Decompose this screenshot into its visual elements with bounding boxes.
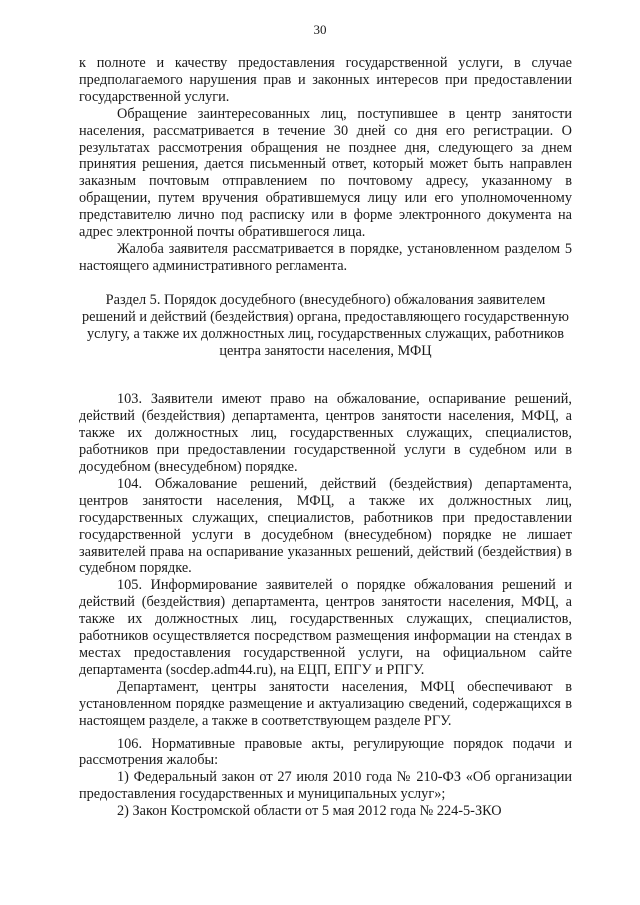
page-number: 30 <box>313 22 327 37</box>
paragraph-complaint-review: Жалоба заявителя рассматривается в порядке, установленном разделом 5 настоящего административного регламента. <box>79 240 572 274</box>
paragraph-104: 104. Обжалование решений, действий (бездействия) департамента, центров занятости населения, МФЦ, а также их должностных лиц, государственных служащих, специалистов, работников при предоставлении государственной услуги в досудебном (внесудебном) порядке не лишает заявителей права на оспаривание указанных решений, действий (бездействия) в судебном порядке. <box>79 475 572 577</box>
paragraph-105: 105. Информирование заявителей о порядке обжалования решений и действий (бездействия) департамента, центров занятости населения, МФЦ, а также их должностных лиц, государственных служащих, специалистов, работников осуществляется посредством размещения информации на стендах в местах предоставления государственной услуги, на официальном сайте департамента (socdep.adm44.ru), на ЕЦП, ЕПГУ и РПГУ. <box>79 577 572 678</box>
paragraph-appeal-review: Обращение заинтересованных лиц, поступившее в центр занятости населения, рассматривается в течение 30 дней со дня его регистрации. О результатах рассмотрения обращения не позднее дня, следующего за днем принятия решения, дается письменный ответ, который может быть направлен заказным почтовым отправлением по почтовому адресу, указанному в обращении, путем вручения обратившемуся лицу или его уполномоченному представителю лично под расписку или в форме электронного документа на адрес электронной почты обратившегося лица. <box>79 105 572 241</box>
paragraph-106: 106. Нормативные правовые акты, регулирующие порядок подачи и рассмотрения жалобы: <box>79 735 572 769</box>
paragraph-106-item-2: 2) Закон Костромской области от 5 мая 2012 года № 224-5-ЗКО <box>117 803 502 820</box>
paragraph-105-continued: Департамент, центры занятости населения, МФЦ обеспечивают в установленном порядке размещение и актуализацию сведений, содержащихся в настоящем разделе, а также в соответствующем разделе РГУ. <box>79 678 572 729</box>
paragraph-continuation: к полноте и качеству предоставления государственной услуги, в случае предполагаемого нарушения прав и законных интересов при предоставлении государственной услуги. <box>79 55 572 105</box>
paragraph-103: 103. Заявители имеют право на обжалование, оспаривание решений, действий (бездействия) департамента, центров занятости населения, МФЦ, а также их должностных лиц, государственных служащих, специалистов, работников при предоставлении государственной услуги в судебном или в досудебном (внесудебном) порядке. <box>79 391 572 476</box>
document-body <box>79 55 572 820</box>
paragraph-106-item-1: 1) Федеральный закон от 27 июля 2010 года № 210-ФЗ «Об организации предоставления государственных и муниципальных услуг»; <box>79 769 572 803</box>
section-5-heading: Раздел 5. Порядок досудебного (внесудебного) обжалования заявителем решений и действий (бездействия) органа, предоставляющего государственную услугу, а также их должностных лиц, государственных служащих, работников центра занятости населения, МФЦ <box>82 291 569 359</box>
